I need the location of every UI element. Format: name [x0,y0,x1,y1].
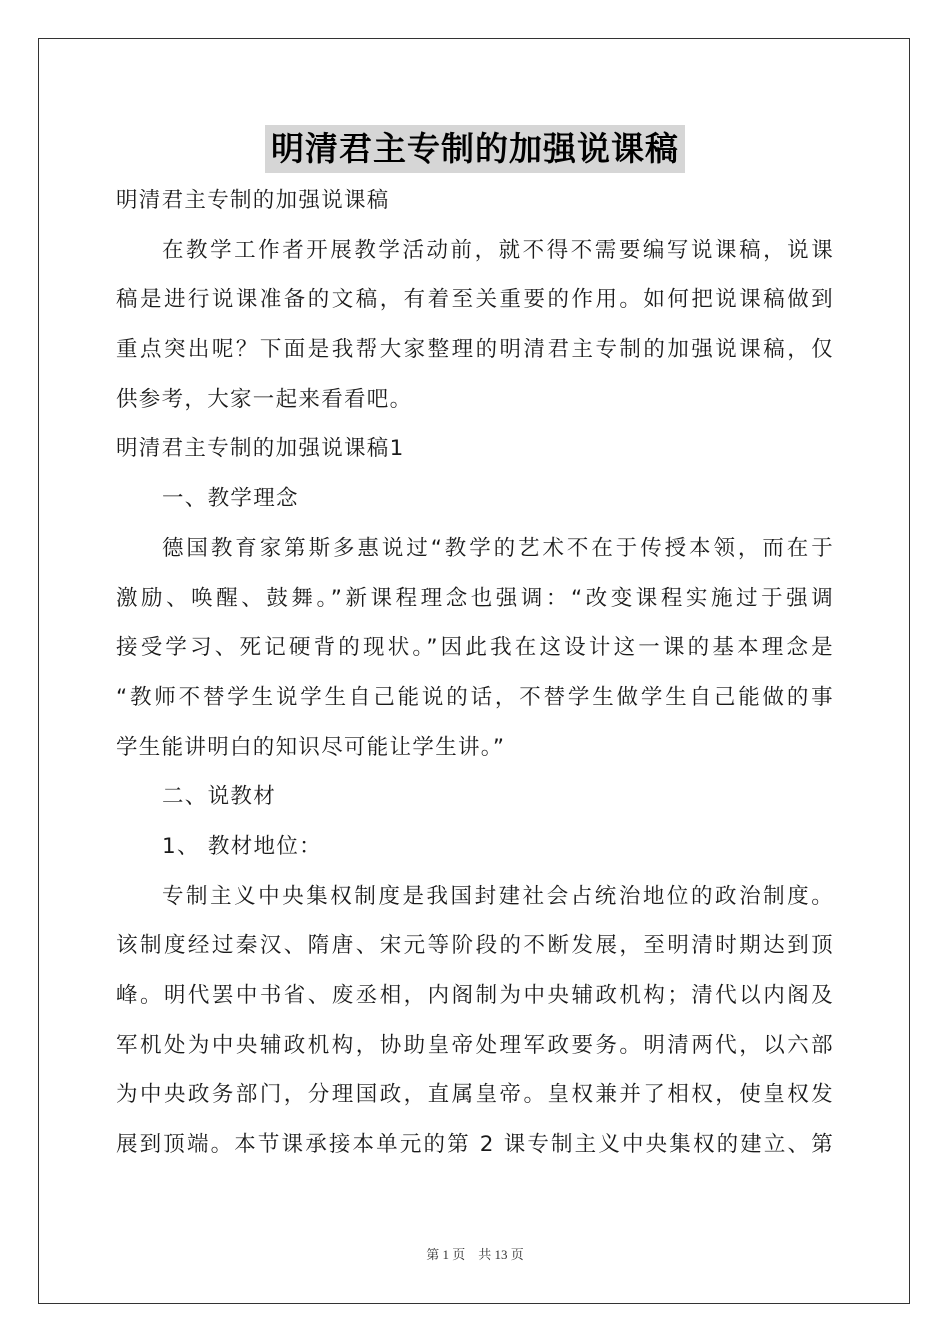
document-body [116,176,834,1170]
text-line: 学生能讲明白的知识尽可能让学生讲。” [116,734,506,760]
text-line: “教师不替学生说学生自己能说的话，不替学生做学生自己能做的事 [116,684,834,710]
text-line: 专制主义中央集权制度是我国封建社会占统治地位的政治制度。 [162,883,834,909]
text-line: 供参考，大家一起来看看吧。 [116,386,413,412]
text-line: 二、说教材 [162,784,277,810]
text-line: 1、 教材地位： [162,833,322,859]
text-line: 激励、唤醒、鼓舞。”新课程理念也强调：“改变课程实施过于强调 [116,585,834,611]
text-line: 为中央政务部门，分理国政，直属皇帝。皇权兼并了相权，使皇权发 [116,1082,834,1108]
text-line: 峰。明代罢中书省、废丞相，内阁制为中央辅政机构；清代以内阁及 [116,983,834,1008]
text-line: 德国教育家第斯多惠说过“教学的艺术不在于传授本领，而在于 [162,535,834,561]
text-line: 重点突出呢？下面是我帮大家整理的明清君主专制的加强说课稿，仅 [116,337,834,363]
text-line: 展到顶端。本节课承接本单元的第 2 课专制主义中央集权的建立、第 [116,1132,834,1158]
text-line: 接受学习、死记硬背的现状。”因此我在这设计这一课的基本理念是 [116,635,834,661]
text-line: 军机处为中央辅政机构，协助皇帝处理军政要务。明清两代，以六部 [116,1032,834,1058]
text-line: 稿是进行说课准备的文稿，有着至关重要的作用。如何把说课稿做到 [116,287,834,313]
text-line: 明清君主专制的加强说课稿 [116,188,390,213]
text-line: 明清君主专制的加强说课稿1 [116,436,405,462]
text-line: 该制度经过秦汉、隋唐、宋元等阶段的不断发展，至明清时期达到顶 [116,933,834,959]
text-line: 在教学工作者开展教学活动前，就不得不需要编写说课稿，说课 [162,237,834,263]
document-title: 明清君主专制的加强说课稿 [265,125,685,173]
title-container [0,125,950,173]
text-line: 一、教学理念 [162,486,299,512]
page-footer: 第 1 页 共 13 页 [426,1247,524,1262]
